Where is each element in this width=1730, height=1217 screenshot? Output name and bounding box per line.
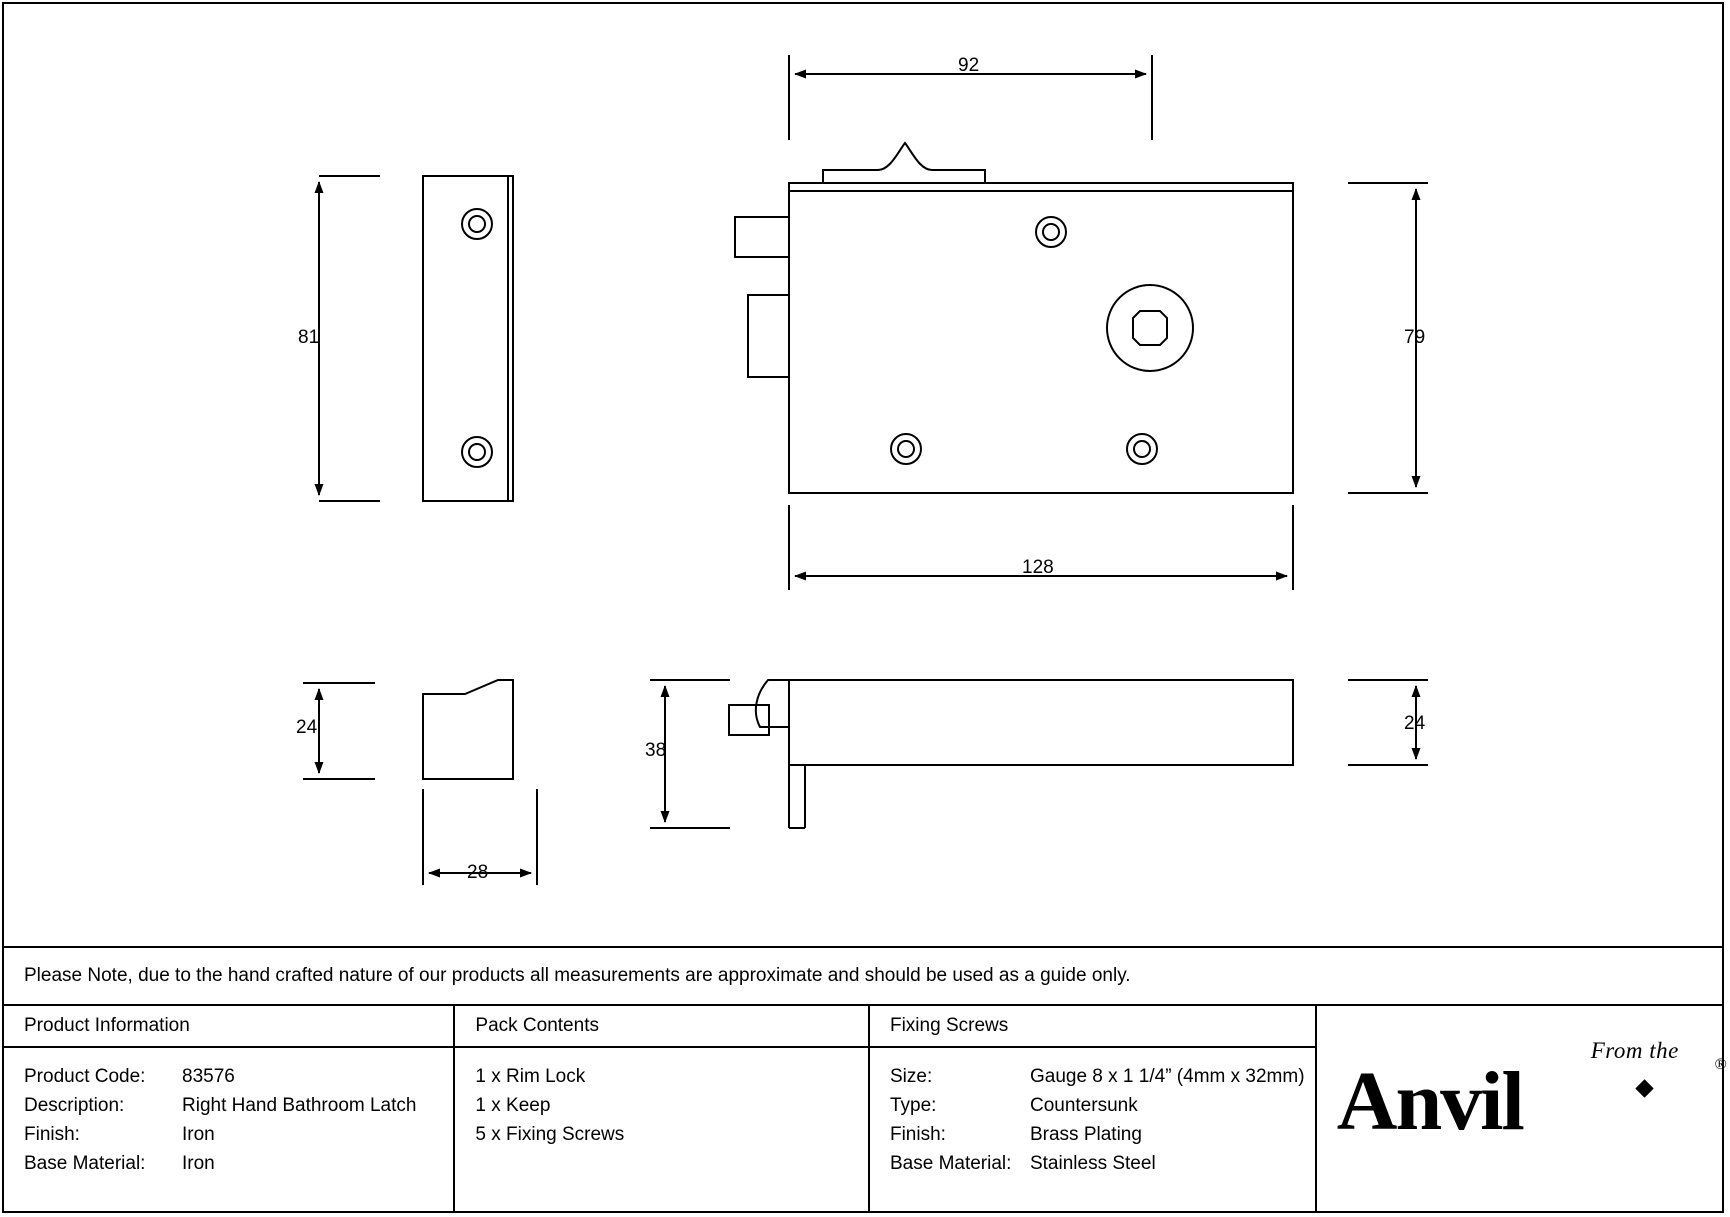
keep-side-view: [423, 680, 513, 779]
dim-label-lock-height: 79: [1404, 327, 1426, 348]
screw-base-material-row: [890, 1149, 1315, 1178]
pack-contents-item: 1 x Rim Lock: [475, 1066, 586, 1087]
product-code-value: 83576: [182, 1066, 235, 1087]
pack-contents-item: 5 x Fixing Screws: [475, 1124, 625, 1145]
product-information-heading: Product Information: [4, 1006, 453, 1048]
screw-type-value: Countersunk: [1029, 1095, 1138, 1116]
screw-type-label: Type:: [889, 1095, 937, 1116]
dim-label-plan-height: 38: [645, 740, 667, 761]
dim-label-backset: 92: [958, 55, 980, 76]
dim-label-keep-width: 28: [467, 862, 489, 883]
finish-label: Finish:: [24, 1124, 80, 1145]
screw-size-value: Gauge 8 x 1 1/4” (4mm x 32mm): [1029, 1066, 1305, 1087]
dim-keep-height: [319, 176, 380, 501]
base-material-row: [24, 1149, 453, 1178]
logo-from-the-text: From the: [1590, 1038, 1679, 1063]
pack-contents-body: [455, 1048, 868, 1149]
product-information-body: [4, 1048, 453, 1178]
screw-type-row: [890, 1091, 1315, 1120]
dim-label-lock-width: 128: [1022, 557, 1054, 578]
from-the-anvil-logo: [1337, 1034, 1730, 1154]
product-information-column: [4, 1006, 455, 1211]
base-material-value: Iron: [182, 1153, 215, 1174]
fixing-screws-body: [870, 1048, 1315, 1178]
logo-diamond-icon: [1635, 1079, 1653, 1097]
dim-label-keep-depth: 24: [296, 717, 318, 738]
measurement-note-text: Please Note, due to the hand crafted nature of our products all measurements are approximate and should be used as a guide only.: [24, 965, 1131, 986]
pack-contents-heading: Pack Contents: [455, 1006, 868, 1048]
finish-row: [24, 1120, 453, 1149]
finish-value: Iron: [182, 1124, 215, 1145]
base-material-label: Base Material:: [24, 1153, 146, 1174]
description-value: Right Hand Bathroom Latch: [182, 1095, 417, 1116]
fixing-screws-heading: Fixing Screws: [870, 1006, 1315, 1048]
screw-finish-label: Finish:: [889, 1124, 946, 1145]
screw-size-row: [890, 1062, 1315, 1091]
screw-finish-row: [890, 1120, 1315, 1149]
pack-contents-column: [455, 1006, 870, 1211]
brand-logo-cell: [1317, 1006, 1727, 1211]
dim-label-keep-height: 81: [298, 327, 320, 348]
rim-lock-plan-view: [729, 680, 1293, 828]
rim-lock-front-view: [735, 143, 1293, 493]
logo-registered-icon: ®: [1714, 1056, 1727, 1073]
fixing-screws-column: [870, 1006, 1317, 1211]
pack-contents-item: 1 x Keep: [475, 1095, 551, 1116]
screw-finish-value: Brass Plating: [1029, 1124, 1142, 1145]
screw-base-material-value: Stainless Steel: [1029, 1153, 1156, 1174]
measurement-note: [4, 946, 1722, 1006]
screw-size-label: Size:: [889, 1066, 933, 1087]
screw-base-material-label: Base Material:: [889, 1153, 1012, 1174]
keep-front-view: [423, 176, 513, 501]
description-row: [24, 1091, 453, 1120]
dim-label-plan-depth: 24: [1404, 713, 1426, 734]
description-label: Description:: [24, 1095, 125, 1116]
product-code-label: Product Code:: [24, 1066, 146, 1087]
info-tables: [4, 1006, 1727, 1211]
product-code-row: [24, 1062, 453, 1091]
logo-wordmark: Anvil: [1336, 1055, 1523, 1148]
